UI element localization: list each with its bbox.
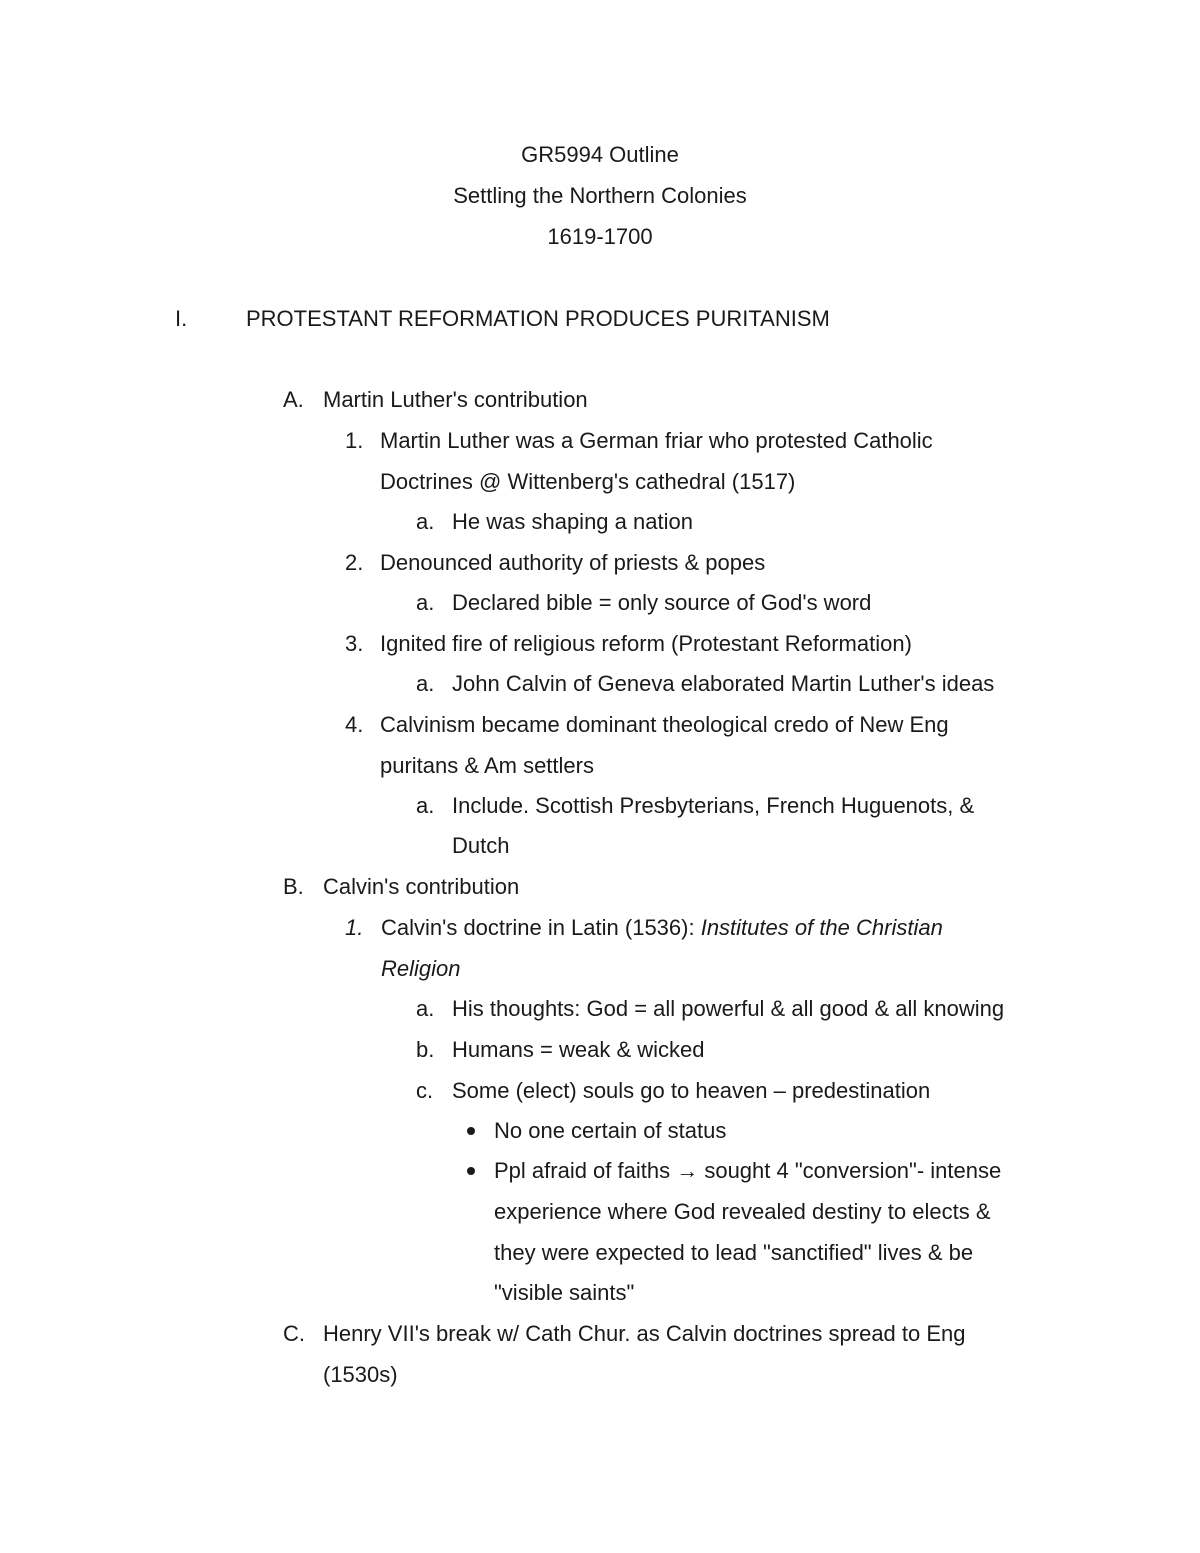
section-marker: I. [175,306,188,331]
outline-subitem: Declared bible = only source of God's word [452,590,872,615]
outline-marker: c. [416,1078,434,1103]
outline-marker: 1. [345,428,364,453]
bullet-icon [467,1167,475,1175]
course-code: GR5994 Outline [521,142,679,167]
bullet-item-continued: experience where God revealed destiny to elects & [494,1199,991,1224]
outline-marker: C. [283,1321,305,1346]
bullet-item-continued: they were expected to lead "sanctified" lives & be [494,1240,974,1265]
outline-subitem: Humans = weak & wicked [452,1037,705,1062]
bullet-icon [467,1127,475,1135]
outline-item: Calvin's contribution [323,874,520,899]
outline-subitem: Include. Scottish Presbyterians, French Huguenots, & [452,793,975,818]
bullet-item [494,1158,1001,1184]
outline-marker: b. [416,1037,435,1062]
outline-marker: 3. [345,631,364,656]
outline-marker: a. [416,671,435,696]
outline-marker: a. [416,996,435,1021]
outline-marker: B. [283,874,304,899]
bullet-item-continued: "visible saints" [494,1280,635,1305]
outline-text: Calvin's doctrine in Latin (1536): [381,915,701,940]
outline-marker: 1. [345,915,364,940]
outline-subitem: John Calvin of Geneva elaborated Martin Luther's ideas [452,671,995,696]
outline-item: Martin Luther was a German friar who protested Catholic [380,428,933,453]
outline-marker: a. [416,509,435,534]
book-title: Institutes of the Christian [700,915,943,940]
outline-item-continued: puritans & Am settlers [380,753,594,778]
book-title-continued: Religion [381,956,461,981]
bullet-item: No one certain of status [494,1118,727,1143]
outline-item: Ignited fire of religious reform (Protestant Reformation) [380,631,912,656]
outline-marker: 2. [345,550,364,575]
outline-marker: a. [416,590,435,615]
outline-subitem-continued: Dutch [452,833,510,858]
date-range: 1619-1700 [547,224,653,249]
outline-item: Martin Luther's contribution [323,387,588,412]
outline-item [381,915,943,941]
document-title: Settling the Northern Colonies [453,183,747,208]
outline-marker: 4. [345,712,364,737]
outline-item: Denounced authority of priests & popes [380,550,766,575]
section-heading: PROTESTANT REFORMATION PRODUCES PURITANISM [246,306,830,331]
outline-item-continued: Doctrines @ Wittenberg's cathedral (1517) [380,469,796,494]
arrow-right-icon: → [676,1158,699,1183]
outline-marker: a. [416,793,435,818]
outline-subitem: He was shaping a nation [452,509,693,534]
bullet-text: Ppl afraid of faiths [494,1158,677,1183]
bullet-text: sought 4 "conversion"- intense [698,1158,1002,1183]
outline-subitem: Some (elect) souls go to heaven – predestination [452,1078,931,1103]
outline-item: Calvinism became dominant theological credo of New Eng [380,712,949,737]
outline-subitem: His thoughts: God = all powerful & all good & all knowing [452,996,1005,1021]
outline-item-continued: (1530s) [323,1362,398,1387]
outline-item: Henry VII's break w/ Cath Chur. as Calvin doctrines spread to Eng [323,1321,966,1346]
outline-marker: A. [283,387,304,412]
